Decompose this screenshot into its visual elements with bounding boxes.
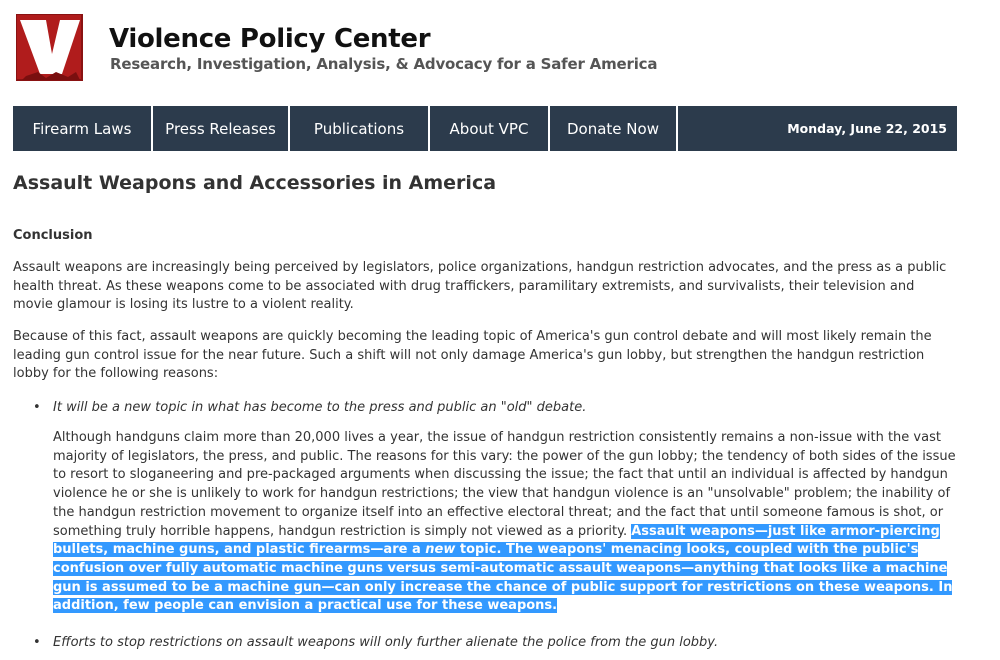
bullet-icon: • [33,400,41,415]
paragraph-2: Because of this fact, assault weapons are quickly becoming the leading topic of America's gun control debate and will most likely remain the leading gun control issue for the near future. Such a shift will not only damage America's gun lobby, but strengthen the handgun restriction lobby for the following reasons: [13,329,932,382]
nav-item-press-releases[interactable]: Press Releases [153,106,290,151]
bullet-icon: • [33,635,41,650]
site-title[interactable]: Violence Policy Center [109,24,431,54]
site-header [0,0,1000,100]
list-item-paragraph [53,429,958,616]
paragraph-1: Assault weapons are increasingly being perceived by legislators, police organizations, handgun restriction advocates, and the press as a public health threat. As these weapons come to be associated with drug traffickers, paramilitary extremists, and survivalists, their television and movie glamour is losing its lustre to a violent reality. [13,260,947,313]
selected-text: Assault weapons—just like armor-piercing bullets, machine guns, and plastic firearms—are a new topic. The weapons' menacing looks, coupled with the public's confusion over fully automatic machine guns versus semi-automatic assault weapons—anything that looks like a machine gun is assumed to be a machine gun—can only increase the chance of public support for restrictions on these weapons. In addition, few people can envision a practical use for these weapons. [53,523,953,614]
main-nav [13,106,957,151]
list-item-heading: Efforts to stop restrictions on assault weapons will only further alienate the police from the gun lobby. [53,635,719,650]
nav-item-firearm-laws[interactable]: Firearm Laws [13,106,153,151]
article [13,170,958,650]
site-tagline: Research, Investigation, Analysis, & Advocacy for a Safer America [110,55,658,73]
nav-item-publications[interactable]: Publications [290,106,430,151]
section-heading: Conclusion [13,228,93,243]
paragraph-text: Although handguns claim more than 20,000 lives a year, the issue of handgun restriction consistently remains a non-issue with the vast majority of legislators, the press, and public. The reasons for this vary: the power of the gun lobby; the tendency of both sides of the issue to resort to sloganeering and pre-packaged arguments when discussing the issue; the fact that until an individual is affected by handgun violence he or she is unlikely to work for handgun restrictions; the view that handgun violence is an "unsolvable" problem; the inability of the handgun restriction movement to organize itself into an effective electoral threat; and the fact that until someone famous is shot, or something truly horrible happens, handgun restriction is simply not viewed as a priority. [53,430,956,539]
list-item-heading: It will be a new topic in what has become to the press and public an "old" debate. [53,400,587,415]
nav-item-donate-now[interactable]: Donate Now [550,106,678,151]
vpc-logo-icon[interactable] [16,14,86,84]
page-title: Assault Weapons and Accessories in America [13,172,497,194]
nav-item-about-vpc[interactable]: About VPC [430,106,550,151]
current-date: Monday, June 22, 2015 [787,121,947,136]
